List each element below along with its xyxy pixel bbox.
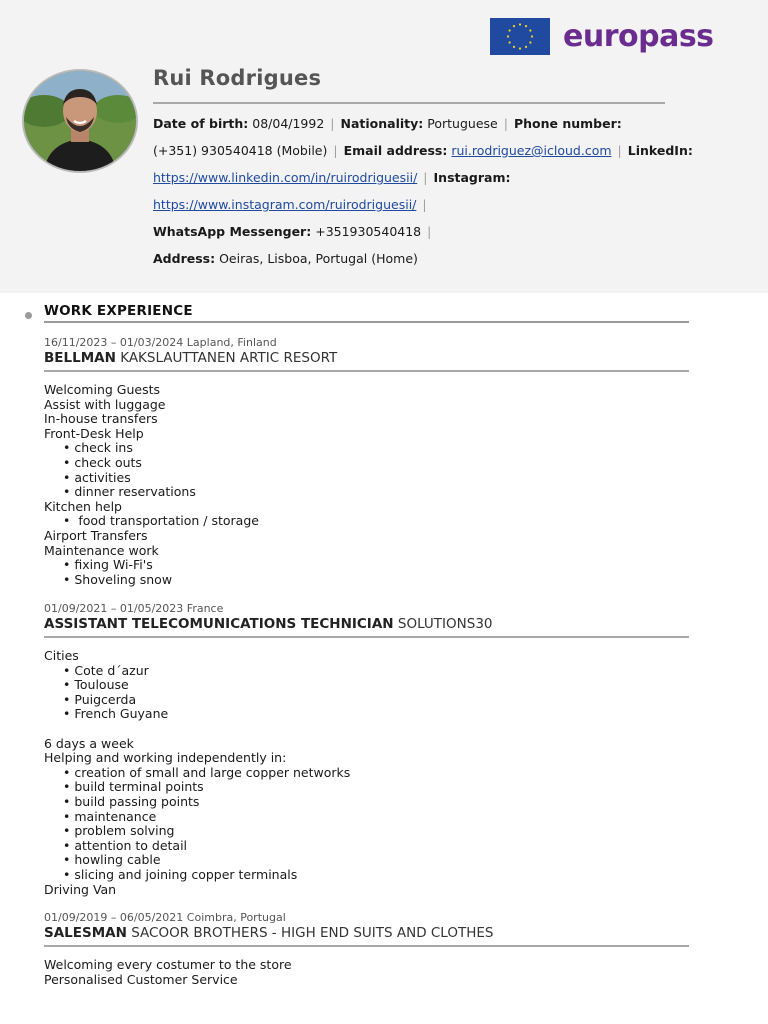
list-item: • check ins (63, 441, 133, 456)
list-item: • slicing and joining copper terminals (63, 868, 297, 883)
header (0, 0, 768, 293)
nationality-value: Portuguese (427, 116, 498, 131)
europass-logo[interactable] (490, 18, 714, 55)
job-role: ASSISTANT TELECOMUNICATIONS TECHNICIAN (44, 616, 394, 632)
info-line-1 (153, 116, 622, 131)
list-item: • Toulouse (63, 678, 129, 693)
list-item: • attention to detail (63, 839, 187, 854)
list-item: Driving Van (44, 881, 117, 897)
email-link[interactable]: rui.rodriguez@icloud.com (451, 143, 612, 158)
address-value: Oeiras, Lisboa, Portugal (Home) (219, 251, 418, 266)
separator: | (617, 143, 622, 158)
list-item: • build terminal points (63, 780, 204, 795)
job-entry (44, 602, 689, 638)
whatsapp-value: +351930540418 (315, 224, 422, 239)
eu-flag-icon (490, 18, 550, 55)
list-item: Assist with luggage (44, 396, 166, 412)
job-entry (44, 911, 689, 947)
europass-wordmark: europass (563, 19, 714, 54)
job-employer: SACOOR BROTHERS - HIGH END SUITS AND CLOTHES (131, 925, 494, 941)
list-item: • maintenance (63, 810, 156, 825)
separator: | (427, 224, 432, 239)
job-employer: KAKSLAUTTANEN ARTIC RESORT (120, 350, 338, 366)
list-item: In-house transfers (44, 411, 158, 427)
list-item: • fixing Wi-Fi's (63, 558, 153, 573)
info-line-5 (153, 224, 437, 239)
dob-label: Date of birth: (153, 116, 249, 131)
linkedin-link[interactable]: https://www.linkedin.com/in/ruirodriguesii/ (153, 170, 418, 185)
job-dates-location: 16/11/2023 – 01/03/2024 Lapland, Finland (44, 336, 277, 349)
list-item: Helping and working independently in: (44, 750, 287, 766)
list-item: Maintenance work (44, 542, 159, 558)
list-item: • build passing points (63, 795, 199, 810)
list-item: • Shoveling snow (63, 573, 172, 588)
list-item: Welcoming every costumer to the store (44, 957, 292, 972)
job-divider (44, 370, 689, 372)
list-item: • dinner reservations (63, 485, 196, 500)
job-divider (44, 945, 689, 947)
job-entry (44, 336, 689, 372)
list-item: Airport Transfers (44, 528, 148, 543)
list-item: • creation of small and large copper networks (63, 766, 350, 781)
instagram-link[interactable]: https://www.instagram.com/ruirodriguesii/ (153, 197, 417, 212)
list-item: • French Guyane (63, 707, 168, 722)
list-item: Personalised Customer Service (44, 971, 238, 987)
nationality-label: Nationality: (340, 116, 424, 131)
info-line-4 (153, 197, 433, 212)
dob-value: 08/04/1992 (252, 116, 325, 131)
phone-label: Phone number: (513, 116, 622, 131)
list-item: • howling cable (63, 853, 161, 868)
list-item: • Puigcerda (63, 693, 136, 708)
separator: | (333, 143, 338, 158)
job-dates-location: 01/09/2021 – 01/05/2023 France (44, 602, 224, 615)
list-item: • Cote d´azur (63, 664, 149, 679)
list-item: Cities (44, 648, 79, 663)
job-title (44, 925, 689, 941)
separator: | (503, 116, 508, 131)
info-line-6 (153, 251, 418, 266)
profile-photo (22, 69, 138, 173)
phone-value: (+351) 930540418 (Mobile) (153, 143, 328, 158)
list-item: • problem solving (63, 824, 174, 839)
instagram-label: Instagram: (433, 170, 511, 185)
job-divider (44, 636, 689, 638)
separator: | (423, 170, 428, 185)
info-line-2 (153, 143, 693, 158)
list-item: 6 days a week (44, 735, 134, 751)
list-item: Front-Desk Help (44, 425, 144, 441)
section-divider (44, 321, 689, 323)
avatar-image (24, 71, 136, 171)
separator: | (330, 116, 335, 131)
address-label: Address: (153, 251, 216, 266)
section-bullet-icon (25, 312, 32, 319)
job-title (44, 616, 689, 632)
whatsapp-label: WhatsApp Messenger: (153, 224, 312, 239)
info-line-3 (153, 170, 511, 185)
linkedin-label: LinkedIn: (627, 143, 693, 158)
job-role: SALESMAN (44, 925, 127, 941)
list-item: Welcoming Guests (44, 382, 161, 397)
separator: | (422, 197, 427, 212)
list-item: • activities (63, 471, 131, 486)
name-divider (153, 102, 665, 104)
job-role: BELLMAN (44, 350, 116, 366)
list-item: Kitchen help (44, 498, 122, 514)
job-dates-location: 01/09/2019 – 06/05/2021 Coimbra, Portugal (44, 911, 286, 924)
list-item: • food transportation / storage (63, 514, 259, 529)
list-item: • check outs (63, 456, 142, 471)
job-title (44, 350, 689, 366)
candidate-name: Rui Rodrigues (153, 66, 322, 90)
email-label: Email address: (343, 143, 448, 158)
job-employer: SOLUTIONS30 (397, 616, 493, 632)
section-title: WORK EXPERIENCE (44, 303, 193, 319)
